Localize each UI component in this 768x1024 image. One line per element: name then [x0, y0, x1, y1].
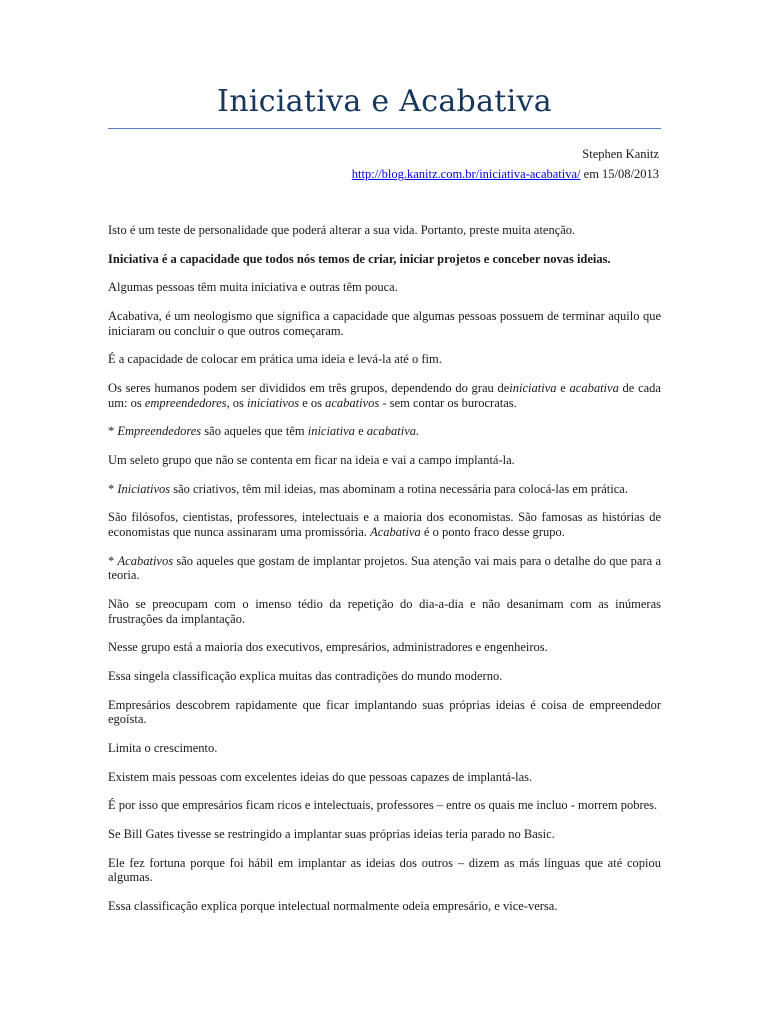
text-run: *	[108, 424, 118, 439]
italic-term: iniciativa	[307, 424, 355, 439]
italic-term: acabativa	[569, 381, 619, 396]
paragraph: Ele fez fortuna porque foi hábil em implantar as ideias dos outros – dizem as más línguas que até copiou algumas.	[108, 855, 661, 885]
text-run: são aqueles que têm	[201, 424, 308, 439]
definition-acabativa: Acabativa, é um neologismo que significa a capacidade que algumas pessoas possuem de terminar aquilo que iniciaram ou concluir o que outros começaram.	[108, 309, 661, 338]
paragraph-three-groups	[108, 381, 661, 410]
paragraph: É por isso que empresários ficam ricos e intelectuais, professores – entre os quais me incluo - morrem pobres.	[108, 798, 658, 813]
italic-term: Acabativa	[370, 524, 421, 539]
paragraph: Um seleto grupo que não se contenta em ficar na ideia e vai a campo implantá-la.	[108, 453, 515, 467]
text-run: é o ponto fraco desse grupo.	[420, 524, 565, 539]
paragraph-iniciativos	[108, 482, 661, 497]
italic-term: acabativos	[325, 395, 380, 410]
paragraph: Se Bill Gates tivesse se restringido a implantar suas próprias ideias teria parado no Basic.	[108, 826, 555, 841]
text-run: Os seres humanos podem ser divididos em três grupos, dependendo do grau de	[108, 381, 510, 396]
document-title: Iniciativa e Acabativa	[217, 84, 552, 119]
paragraph: Algumas pessoas têm muita iniciativa e outras têm pouca.	[108, 280, 398, 295]
paragraph: Essa classificação explica porque intelectual normalmente odeia empresário, e vice-versa.	[108, 898, 558, 913]
definition-iniciativa: Iniciativa é a capacidade que todos nós temos de criar, iniciar projetos e conceber novas ideias.	[108, 251, 611, 266]
paragraph: É a capacidade de colocar em prática uma ideia e levá-la até o fim.	[108, 352, 442, 367]
title-underline-rule	[108, 128, 661, 129]
text-run: *	[108, 553, 118, 568]
paragraph-filosofos	[108, 510, 661, 539]
italic-term: Empreendedores	[117, 424, 202, 439]
text-run: São filósofos, cientistas, professores, intelectuais e a maioria dos economistas. São famosas as histórias de economistas que nunca assinaram uma promissória.	[108, 510, 661, 539]
author-name: Stephen Kanitz	[582, 147, 659, 161]
text-run: - sem contar os burocratas.	[379, 395, 517, 410]
italic-term: acabativa.	[366, 424, 420, 439]
paragraph: Empresários descobrem rapidamente que ficar implantando suas próprias ideias é coisa de empreendedor egoísta.	[108, 697, 661, 727]
paragraph: Essa singela classificação explica muitas das contradições do mundo moderno.	[108, 668, 503, 683]
italic-term: empreendedores	[144, 395, 227, 410]
text-run: e	[556, 381, 570, 396]
source-link[interactable]: http://blog.kanitz.com.br/iniciativa-acabativa/	[351, 167, 581, 181]
document-page	[108, 0, 661, 1024]
text-run: e os	[299, 395, 326, 410]
paragraph: Existem mais pessoas com excelentes ideias do que pessoas capazes de implantá-las.	[108, 769, 533, 784]
text-run: são criativos, têm mil ideias, mas abominam a rotina necessária para colocá-las em prática.	[170, 481, 628, 496]
text-run: são aqueles que gostam de implantar projetos. Sua atenção vai mais para o detalhe do que para a teoria.	[108, 553, 661, 583]
text-run: de cada um: os	[108, 381, 661, 410]
paragraph: Limita o crescimento.	[108, 740, 218, 755]
italic-term: iniciativos	[247, 395, 300, 410]
text-run: , os	[226, 395, 247, 410]
paragraph: Isto é um teste de personalidade que poderá alterar a sua vida. Portanto, preste muita atenção.	[108, 223, 576, 237]
italic-term: iniciativa	[509, 381, 557, 396]
italic-term: Iniciativos	[117, 481, 171, 496]
document-body	[108, 223, 661, 928]
paragraph-acabativos	[108, 554, 661, 583]
source-line	[352, 167, 659, 182]
italic-term: Acabativos	[117, 553, 174, 568]
text-run: *	[108, 481, 118, 496]
paragraph: Não se preocupam com o imenso tédio da repetição do dia-a-dia e não desanimam com as inúmeras frustrações da implantação.	[108, 596, 661, 626]
text-run: e	[354, 424, 367, 439]
paragraph: Nesse grupo está a maioria dos executivos, empresários, administradores e engenheiros.	[108, 640, 548, 655]
source-date: em 15/08/2013	[580, 167, 659, 181]
paragraph-empreendedores	[108, 424, 661, 439]
